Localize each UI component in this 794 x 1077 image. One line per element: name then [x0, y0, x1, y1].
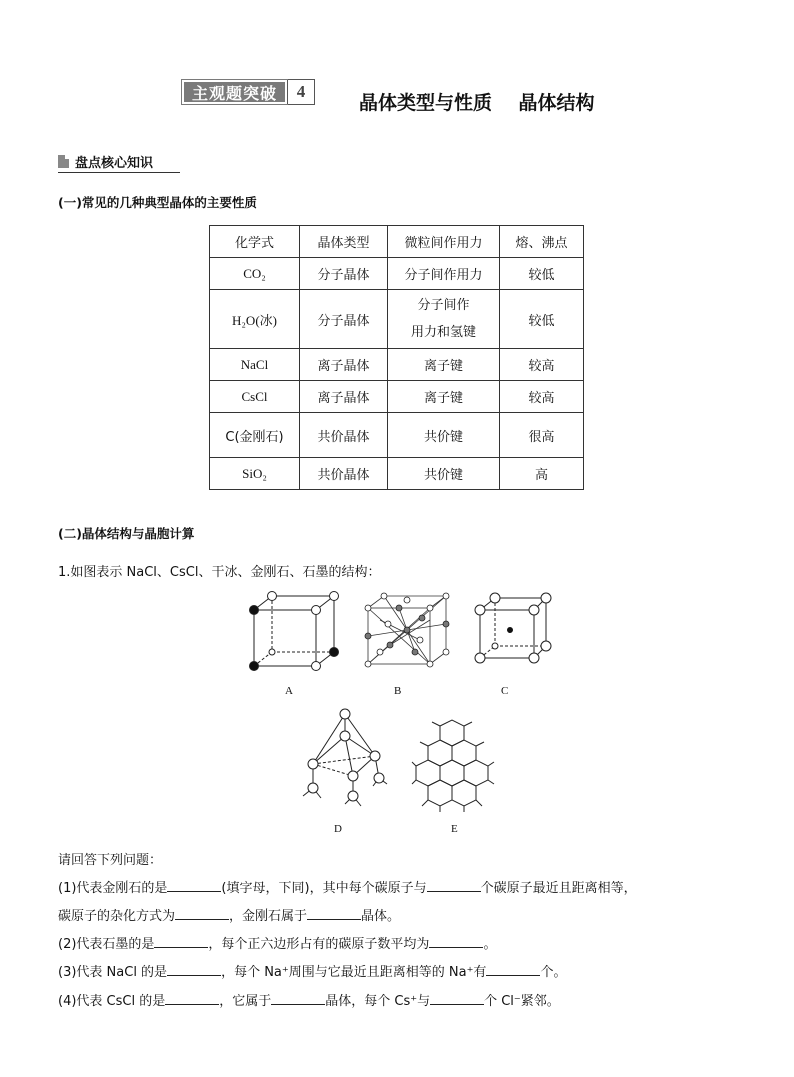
table-header-cell: 化学式 — [210, 226, 300, 258]
answer-blank[interactable] — [175, 907, 229, 920]
figure-label-b: B — [394, 685, 402, 697]
force-cell: 共价键 — [388, 458, 500, 490]
answer-blank[interactable] — [167, 963, 221, 976]
question-1-line-2 — [58, 905, 400, 924]
mp-cell: 很高 — [500, 413, 584, 458]
mp-cell: 高 — [500, 458, 584, 490]
question-4 — [58, 990, 560, 1009]
question-text: (2)代表石墨的是 — [58, 937, 155, 952]
table-row — [210, 258, 584, 290]
force-cell: 分子间作用力 — [388, 258, 500, 290]
table-row — [210, 349, 584, 381]
force-line-1: 分子间作 — [417, 298, 470, 313]
page-title: 晶体类型与性质 晶体结构 — [359, 92, 595, 114]
question-text: 晶体。 — [361, 909, 401, 924]
mp-cell: 较低 — [500, 258, 584, 290]
figure-label-e: E — [451, 823, 458, 835]
crystal-properties-table — [209, 225, 584, 490]
figure-label-c: C — [501, 685, 509, 697]
badge-number: 4 — [287, 80, 314, 104]
type-cell: 分子晶体 — [300, 290, 388, 349]
force-cell: 共价键 — [388, 413, 500, 458]
question-3 — [58, 961, 566, 980]
force-line-2: 用力和氢键 — [410, 325, 476, 340]
answer-blank[interactable] — [307, 907, 361, 920]
structure-figure-a — [240, 588, 340, 678]
structure-figure-b — [360, 590, 450, 670]
question-text: ，每个 Na⁺周围与它最近且距离相等的 Na⁺有 — [221, 965, 487, 980]
question-text: (3)代表 NaCl 的是 — [58, 965, 168, 980]
question-text: ，金刚石属于 — [229, 909, 308, 924]
subsection-heading-1: (一)常见的几种典型晶体的主要性质 — [58, 195, 257, 210]
type-cell: 分子晶体 — [300, 258, 388, 290]
section-heading — [58, 150, 180, 173]
structure-figure-d — [295, 704, 395, 816]
section-badge — [181, 79, 315, 105]
question-text: 个 Cl⁻紧邻。 — [484, 994, 560, 1009]
question-text: ，它属于 — [219, 994, 272, 1009]
structure-figure-e — [412, 720, 496, 812]
mp-cell: 较高 — [500, 381, 584, 413]
type-cell: 共价晶体 — [300, 458, 388, 490]
question-text: 个碳原子最近且距离相等， — [480, 881, 637, 896]
force-cell: 离子键 — [388, 381, 500, 413]
formula-cell: H₂O(冰) — [210, 290, 300, 349]
figure-label-a: A — [285, 685, 293, 697]
question-intro: 1.如图表示 NaCl、CsCl、干冰、金刚石、石墨的结构： — [58, 565, 381, 580]
section-heading-label: 盘点核心知识 — [75, 155, 154, 171]
formula-cell: CO₂ — [210, 258, 300, 290]
questions-prompt: 请回答下列问题： — [58, 853, 163, 868]
table-header-row — [210, 226, 584, 258]
table-header-cell: 微粒间作用力 — [388, 226, 500, 258]
table-header-cell: 晶体类型 — [300, 226, 388, 258]
question-text: (4)代表 CsCl 的是 — [58, 994, 166, 1009]
formula-cell: CsCl — [210, 381, 300, 413]
subsection-heading-2: (二)晶体结构与晶胞计算 — [58, 526, 195, 541]
question-text: 。 — [483, 937, 497, 952]
question-text: (1)代表金刚石的是 — [58, 881, 168, 896]
answer-blank[interactable] — [429, 935, 483, 948]
mp-cell: 较高 — [500, 349, 584, 381]
question-1-line-1 — [58, 877, 637, 896]
answer-blank[interactable] — [271, 992, 325, 1005]
answer-blank[interactable] — [167, 879, 221, 892]
structure-figure-c — [470, 590, 555, 665]
answer-blank[interactable] — [430, 992, 484, 1005]
question-text: 个。 — [540, 965, 567, 980]
question-text: 碳原子的杂化方式为 — [58, 909, 176, 924]
formula-cell: SiO₂ — [210, 458, 300, 490]
force-cell — [388, 290, 500, 349]
type-cell: 离子晶体 — [300, 349, 388, 381]
formula-cell: NaCl — [210, 349, 300, 381]
answer-blank[interactable] — [165, 992, 219, 1005]
document-icon — [58, 155, 69, 168]
mp-cell: 较低 — [500, 290, 584, 349]
badge-label: 主观题突破 — [182, 80, 287, 104]
answer-blank[interactable] — [154, 935, 208, 948]
answer-blank[interactable] — [486, 963, 540, 976]
formula-cell: C(金刚石) — [210, 413, 300, 458]
question-2 — [58, 933, 496, 952]
table-row — [210, 381, 584, 413]
table-header-cell: 熔、沸点 — [500, 226, 584, 258]
table-row — [210, 458, 584, 490]
answer-blank[interactable] — [427, 879, 481, 892]
type-cell: 离子晶体 — [300, 381, 388, 413]
table-row — [210, 413, 584, 458]
question-text: ，每个正六边形占有的碳原子数平均为 — [208, 937, 430, 952]
figure-label-d: D — [334, 823, 342, 835]
question-text: (填字母，下同)，其中每个碳原子与 — [221, 881, 427, 896]
type-cell: 共价晶体 — [300, 413, 388, 458]
question-text: 晶体，每个 Cs⁺与 — [325, 994, 431, 1009]
table-row — [210, 290, 584, 349]
force-cell: 离子键 — [388, 349, 500, 381]
